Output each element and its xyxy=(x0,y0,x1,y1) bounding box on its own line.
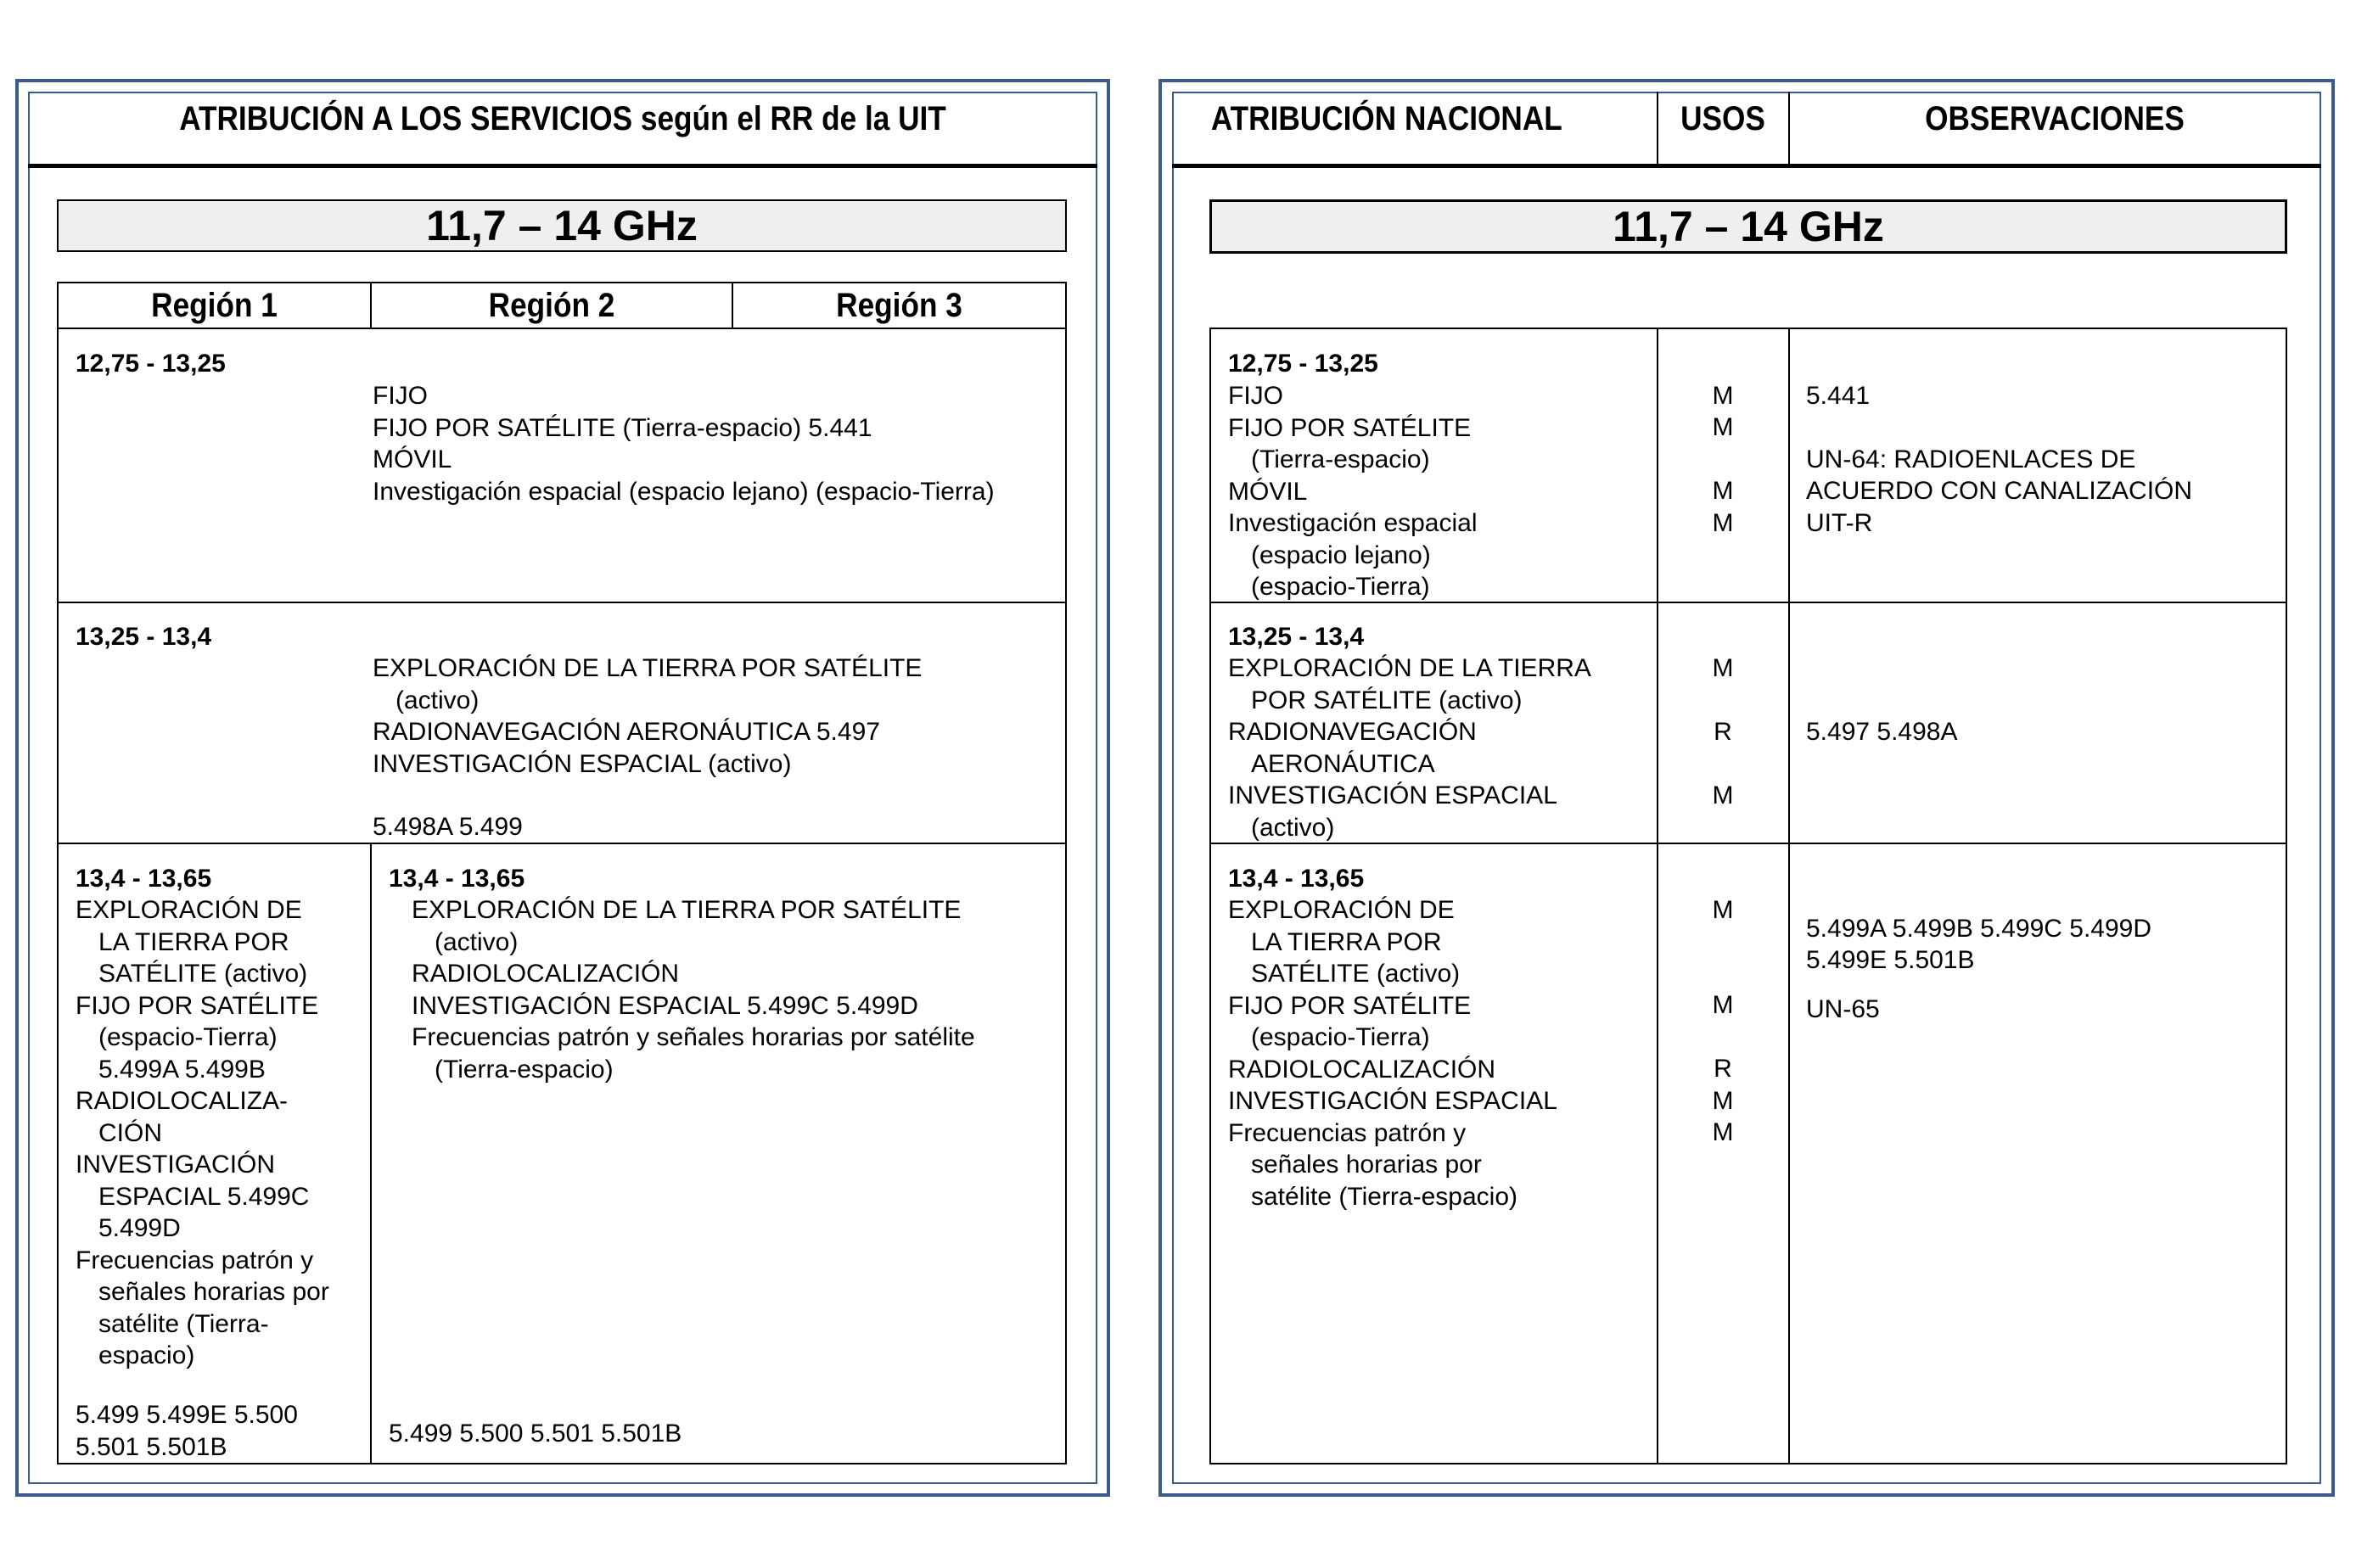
observation: UN-65 xyxy=(1806,995,1880,1023)
footnotes: 5.501 5.501B xyxy=(76,1433,227,1461)
band-range: 13,4 - 13,65 xyxy=(76,865,212,893)
national-header: ATRIBUCIÓN NACIONAL xyxy=(1210,99,1562,137)
uso-code: M xyxy=(1712,1118,1734,1146)
region-3-header: Región 3 xyxy=(836,286,962,324)
band-range: 12,75 - 13,25 xyxy=(76,350,226,378)
observation: UN-64: RADIOENLACES DE xyxy=(1806,445,2136,473)
observation: 5.441 xyxy=(1806,382,1871,410)
observation: 5.499A 5.499B 5.499C 5.499D xyxy=(1806,915,2151,943)
left-band-title: 11,7 – 14 GHz xyxy=(57,199,1067,252)
uso-code: M xyxy=(1712,654,1734,682)
left-header: ATRIBUCIÓN A LOS SERVICIOS según el RR de la UIT xyxy=(179,99,946,137)
uso-code: R xyxy=(1714,1055,1732,1083)
observation: ACUERDO CON CANALIZACIÓN xyxy=(1806,477,2193,505)
left-row3-divider xyxy=(370,843,372,1464)
allocation-lines: FIJO FIJO POR SATÉLITE (Tierra-espacio) 5.441 MÓVIL Investigación espacial (espacio lejano) (espacio-Tierra) xyxy=(373,382,995,506)
band-range: 13,4 - 13,65 xyxy=(389,865,525,893)
band-range: 13,25 - 13,4 xyxy=(76,623,212,651)
allocation-lines: EXPLORACIÓN DE LA TIERRA POR SATÉLITE (activo) FIJO POR SATÉLITE (espacio-Tierra) RADIOLOCALIZACIÓN INVESTIGACIÓN ESPACIAL Frecuencias patrón y señales horarias por satélite (Tierra-espacio) xyxy=(1228,896,1557,1211)
footnotes: 5.499 5.500 5.501 5.501B xyxy=(389,1420,682,1448)
uso-code: M xyxy=(1712,382,1734,410)
allocation-lines: EXPLORACIÓN DE LA TIERRA POR SATÉLITE (activo) RADIONAVEGACIÓN AERONÁUTICA INVESTIGACIÓN ESPACIAL (activo) xyxy=(1228,654,1591,842)
uso-code: M xyxy=(1712,896,1734,924)
band-range: 13,4 - 13,65 xyxy=(1228,865,1365,893)
observation: 5.499E 5.501B xyxy=(1806,946,1975,974)
left-header-rule xyxy=(28,164,1097,168)
uso-code: M xyxy=(1712,413,1734,441)
usos-header: USOS xyxy=(1680,99,1765,137)
left-row-separator xyxy=(57,843,1067,844)
allocation-lines: EXPLORACIÓN DE LA TIERRA POR SATÉLITE (activo) RADIOLOCALIZACIÓN INVESTIGACIÓN ESPACIAL 5.499C 5.499D Frecuencias patrón y señales horarias por satélite (Tierra-espacio) xyxy=(412,896,975,1084)
right-header-rule xyxy=(1172,164,2321,168)
uso-code: M xyxy=(1712,509,1734,537)
allocation-lines: EXPLORACIÓN DE LA TIERRA POR SATÉLITE (activo) RADIONAVEGACIÓN AERONÁUTICA 5.497 INVESTIGACIÓN ESPACIAL (activo) xyxy=(373,654,923,778)
uso-code: R xyxy=(1714,718,1732,746)
uso-code: M xyxy=(1712,1087,1734,1115)
observaciones-header: OBSERVACIONES xyxy=(1925,99,2185,137)
observation: UIT-R xyxy=(1806,509,1873,537)
uso-code: M xyxy=(1712,991,1734,1019)
observation: 5.497 5.498A xyxy=(1806,718,1958,746)
uso-code: M xyxy=(1712,477,1734,505)
region-2-header: Región 2 xyxy=(488,286,615,324)
footnotes: 5.499 5.499E 5.500 xyxy=(76,1401,298,1429)
region-1-header: Región 1 xyxy=(151,286,278,324)
uso-code: M xyxy=(1712,781,1734,809)
footnotes: 5.498A 5.499 xyxy=(373,813,523,841)
allocation-lines: FIJO FIJO POR SATÉLITE (Tierra-espacio) MÓVIL Investigación espacial (espacio lejano) (espacio-Tierra) xyxy=(1228,382,1478,601)
band-range: 12,75 - 13,25 xyxy=(1228,350,1378,378)
allocation-lines: EXPLORACIÓN DE LA TIERRA POR SATÉLITE (activo) FIJO POR SATÉLITE (espacio-Tierra) 5.499A 5.499B RADIOLOCALIZA- CIÓN INVESTIGACIÓN ESPACIAL 5.499C 5.499D Frecuencias patrón y señales horarias por satélite (Tierra- espacio) xyxy=(76,896,329,1369)
right-band-title: 11,7 – 14 GHz xyxy=(1209,199,2287,254)
left-region-header-rule xyxy=(57,328,1067,329)
band-range: 13,25 - 13,4 xyxy=(1228,623,1365,651)
left-row-separator xyxy=(57,602,1067,603)
